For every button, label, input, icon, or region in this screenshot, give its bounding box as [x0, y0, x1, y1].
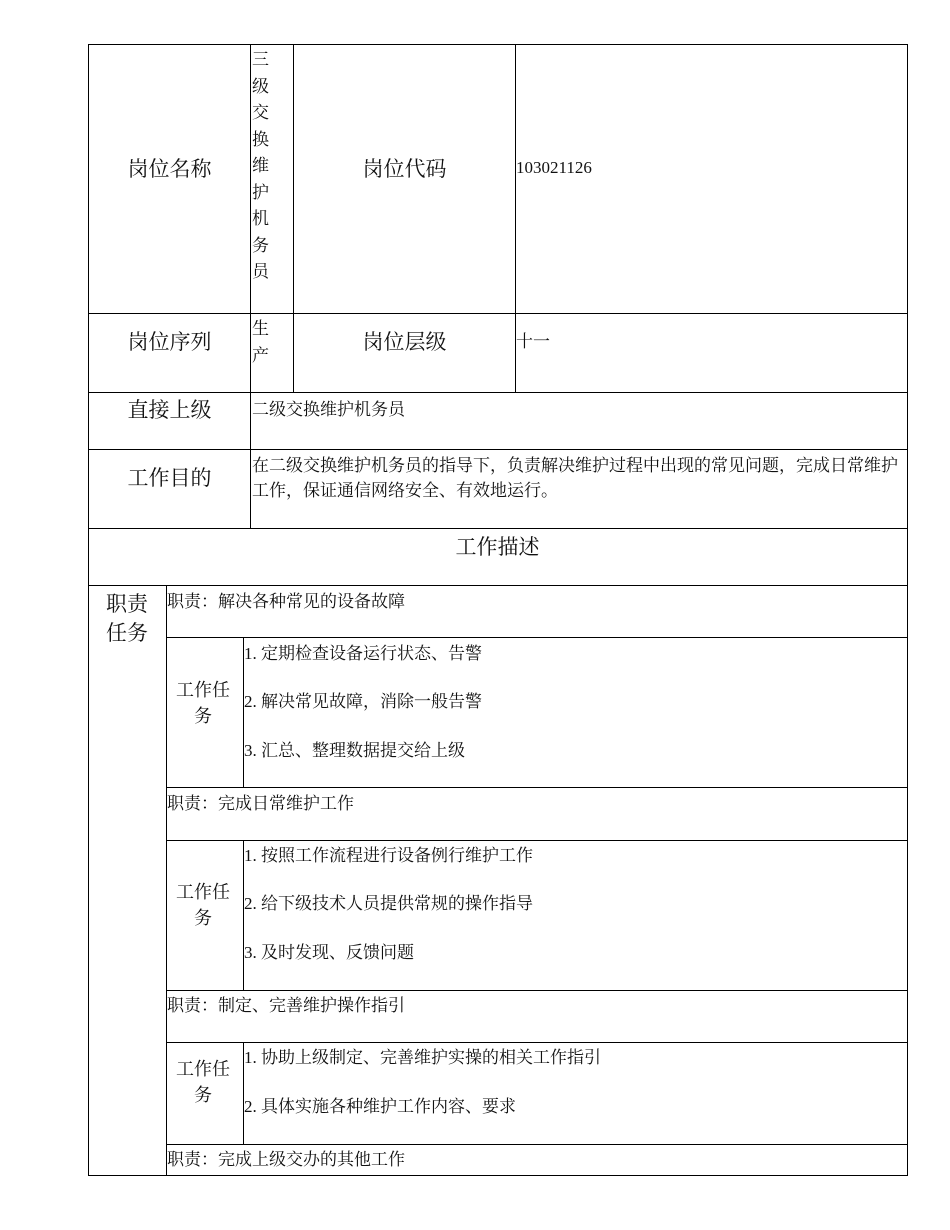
duty-title: 职责：制定、完善维护操作指引 — [167, 996, 405, 1015]
duties-tasks-label: 职责任务 — [106, 592, 148, 645]
row-divider — [88, 449, 907, 450]
direct-superior-value: 二级交换维护机务员 — [252, 400, 405, 419]
task-item: 1. 按照工作流程进行设备例行维护工作 — [244, 846, 533, 865]
work-purpose-value: 在二级交换维护机务员的指导下，负责解决维护过程中出现的常见问题，完成日常维护工作，保证通信网络安全、有效地运行。 — [252, 456, 898, 500]
task-item: 2. 解决常见故障，消除一般告警 — [244, 692, 482, 711]
task-item: 1. 协助上级制定、完善维护实操的相关工作指引 — [244, 1048, 601, 1067]
row-divider — [88, 392, 907, 393]
task-item: 1. 定期检查设备运行状态、告警 — [244, 644, 482, 663]
task-item: 2. 给下级技术人员提供常规的操作指导 — [244, 894, 533, 913]
task-item: 2. 具体实施各种维护工作内容、要求 — [244, 1097, 516, 1116]
task-label: 工作任务 — [176, 1059, 230, 1105]
task-item: 3. 汇总、整理数据提交给上级 — [244, 741, 465, 760]
position-level-label: 岗位层级 — [362, 330, 447, 354]
direct-superior-label: 直接上级 — [127, 398, 212, 422]
row-divider — [166, 1144, 907, 1145]
position-level-value: 十一 — [516, 332, 550, 351]
row-divider — [166, 840, 907, 841]
position-name-value: 三级交换维护机务员 — [252, 50, 269, 281]
duty-title: 职责：完成上级交办的其他工作 — [167, 1150, 405, 1169]
col-divider — [250, 44, 251, 529]
row-divider — [166, 637, 907, 638]
task-label: 工作任务 — [176, 882, 230, 928]
col-divider — [166, 585, 167, 1175]
task-label: 工作任务 — [176, 680, 230, 726]
row-divider — [88, 585, 907, 586]
position-code-value: 103021126 — [516, 158, 592, 177]
position-sequence-label: 岗位序列 — [127, 330, 212, 354]
task-item: 3. 及时发现、反馈问题 — [244, 943, 414, 962]
row-divider — [166, 1042, 907, 1043]
duty-title: 职责：解决各种常见的设备故障 — [167, 592, 405, 611]
position-code-label: 岗位代码 — [362, 157, 447, 181]
row-divider — [88, 528, 907, 529]
work-purpose-label: 工作目的 — [127, 466, 212, 490]
work-description-heading: 工作描述 — [455, 535, 540, 559]
row-divider — [88, 313, 907, 314]
row-divider — [166, 990, 907, 991]
duty-title: 职责：完成日常维护工作 — [167, 794, 354, 813]
row-divider — [166, 787, 907, 788]
position-sequence-value: 生产 — [252, 319, 269, 365]
position-name-label: 岗位名称 — [127, 157, 212, 181]
